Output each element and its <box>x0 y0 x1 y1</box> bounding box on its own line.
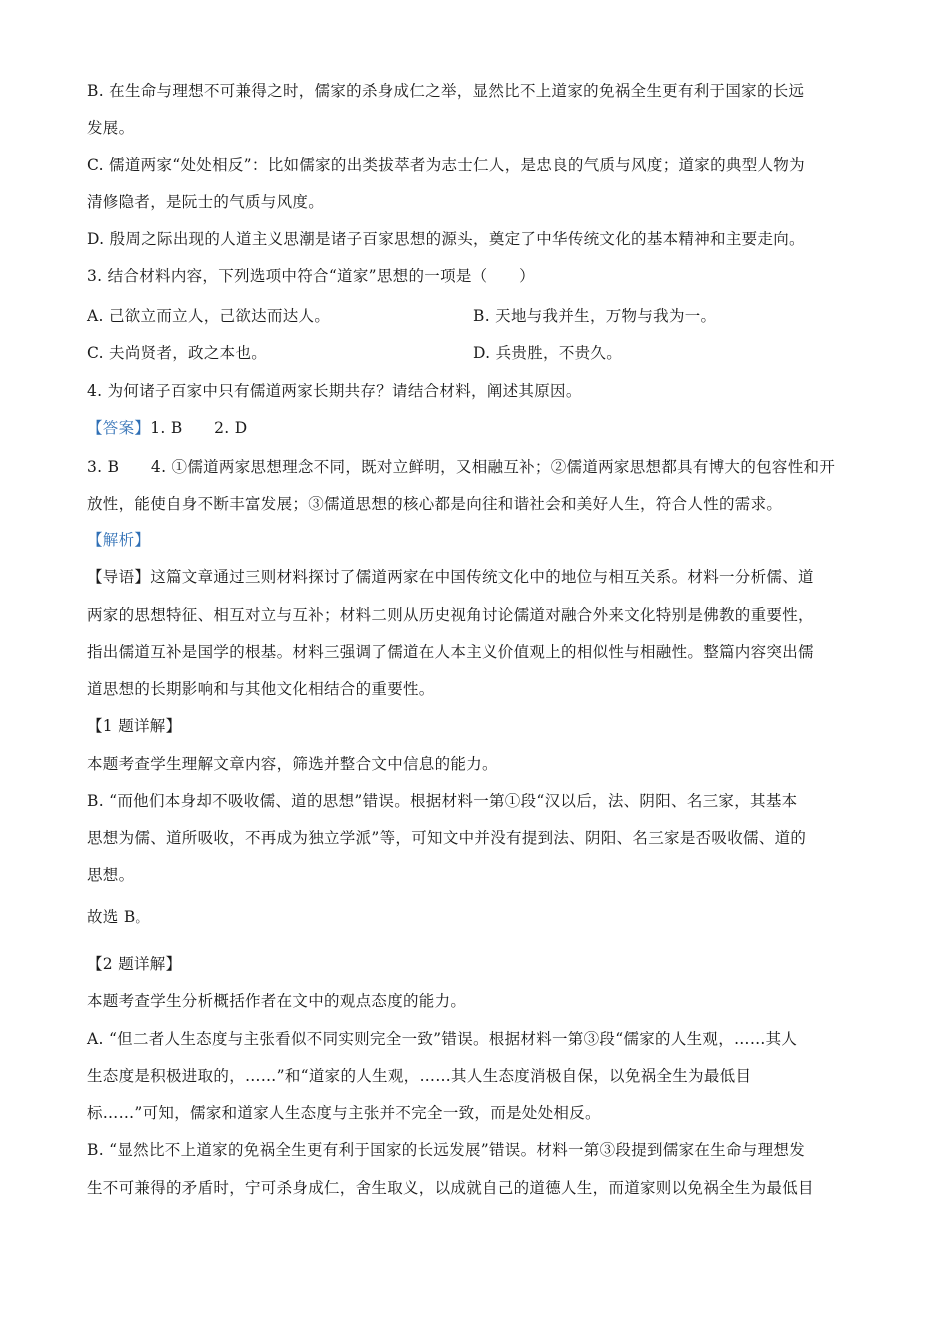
q3-option-a: A. 己欲立而立人，己欲达而达人。 <box>87 307 331 325</box>
detail2-intro: 本题考查学生分析概括作者在文中的观点态度的能力。 <box>87 992 467 1010</box>
guide-line2: 两家的思想特征、相互对立与互补；材料二则从历史视角讨论儒道对融合外来文化特别是佛教的重要性， <box>87 606 814 624</box>
detail1-choose-text: 故选 B <box>87 908 136 926</box>
guide-line4: 道思想的长期影响和与其他文化相结合的重要性。 <box>87 680 435 698</box>
q2-option-b-line1: B. 在生命与理想不可兼得之时，儒家的杀身成仁之举，显然比不上道家的免祸全生更有利于国家的长远 <box>87 82 805 100</box>
answer-line3: 放性，能使自身不断丰富发展；③儒道思想的核心都是向往和谐社会和美好人生，符合人性的需求。 <box>87 495 783 513</box>
detail1-intro: 本题考查学生理解文章内容，筛选并整合文中信息的能力。 <box>87 755 498 773</box>
detail2-b-line2: 生不可兼得的矛盾时，宁可杀身成仁，舍生取义，以成就自己的道德人生，而道家则以免祸全生为最低目 <box>87 1179 814 1197</box>
q3-stem: 3. 结合材料内容，下列选项中符合“道家”思想的一项是（ ） <box>87 267 535 285</box>
q2-option-b-line2: 发展。 <box>87 119 135 137</box>
q2-option-d-line1: D. 殷周之际出现的人道主义思潮是诸子百家思想的源头，奠定了中华传统文化的基本精神和主要走向。 <box>87 230 805 248</box>
detail1-b-line3: 思想。 <box>87 866 135 884</box>
detail1-choose <box>87 906 148 929</box>
detail2-a-line3: 标……”可知，儒家和道家人生态度与主张并不完全一致，而是处处相反。 <box>87 1104 601 1122</box>
answer-line2: 3. B 4. ①儒道两家思想理念不同，既对立鲜明，又相融互补；②儒道两家思想都具有博大的包容性和开 <box>87 458 836 476</box>
detail1-choose-mark: 。 <box>135 911 148 925</box>
q2-option-c-line1: C. 儒道两家“处处相反”：比如儒家的出类拔萃者为志士仁人，是忠良的气质与风度；道家的典型人物为 <box>87 156 805 174</box>
detail2-a-line2: 生态度是积极进取的，……”和“道家的人生观，……其人生态度消极自保，以免祸全生为最低目 <box>87 1067 752 1085</box>
detail2-heading: 【2 题详解】 <box>87 955 182 973</box>
detail1-b-line2: 思想为儒、道所吸收，不再成为独立学派”等，可知文中并没有提到法、阴阳、名三家是否吸收儒、道的 <box>87 829 807 847</box>
q3-option-c: C. 夫尚贤者，政之本也。 <box>87 344 268 362</box>
answer-label: 【答案】 <box>87 419 151 437</box>
analysis-label: 【解析】 <box>87 531 151 549</box>
detail1-b-line1: B. “而他们本身却不吸收儒、道的思想”错误。根据材料一第①段“汉以后，法、阴阳、名三家，其基本 <box>87 792 798 810</box>
guide-line3: 指出儒道互补是国学的根基。材料三强调了儒道在人本主义价值观上的相似性与相融性。整篇内容突出儒 <box>87 643 814 661</box>
q2-option-c-line2: 清修隐者，是阮士的气质与风度。 <box>87 193 325 211</box>
detail2-b-line1: B. “显然比不上道家的免祸全生更有利于国家的长远发展”错误。材料一第③段提到儒家在生命与理想发 <box>87 1141 805 1159</box>
guide-line1: 【导语】这篇文章通过三则材料探讨了儒道两家在中国传统文化中的地位与相互关系。材料一分析儒、道 <box>87 568 814 586</box>
q3-option-d: D. 兵贵胜，不贵久。 <box>473 344 623 362</box>
answer-line1 <box>87 417 247 439</box>
answer-values: 1. B 2. D <box>150 419 248 437</box>
detail2-a-line1: A. “但二者人生态度与主张看似不同实则完全一致”错误。根据材料一第③段“儒家的人生观，……其人 <box>87 1030 798 1048</box>
detail1-heading: 【1 题详解】 <box>87 717 182 735</box>
q3-option-b: B. 天地与我并生，万物与我为一。 <box>473 307 717 325</box>
q4-stem: 4. 为何诸子百家中只有儒道两家长期共存？请结合材料，阐述其原因。 <box>87 382 582 400</box>
